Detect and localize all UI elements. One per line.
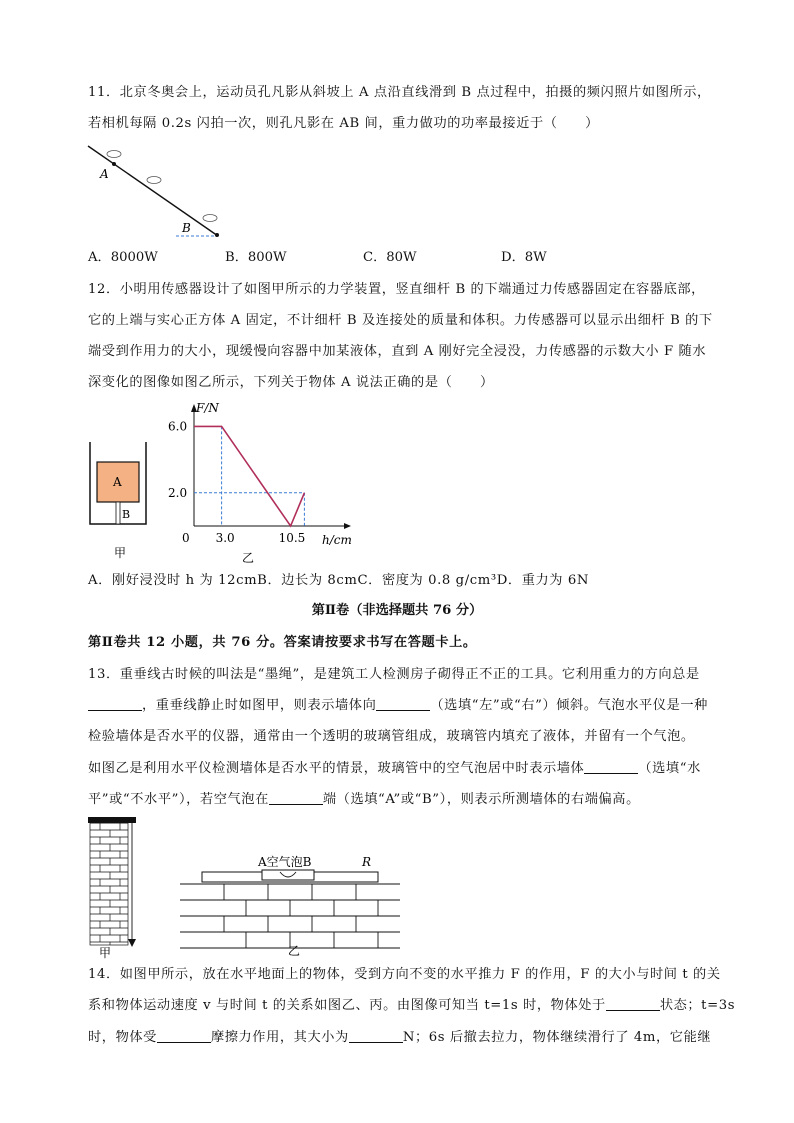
q11-label-b: B	[182, 221, 191, 235]
q11-line-2: 若相机每隔 0.2s 闪拍一次，则孔凡影在 AB 间，重力做功的功率最接近于（ ）	[88, 116, 599, 131]
q13-yi-caption: 乙	[288, 944, 301, 958]
chart-caption: 乙	[242, 551, 255, 565]
y-axis-label: F/N	[196, 401, 219, 415]
q14-line-3: 时，物体受 摩擦力作用，其大小为 N；6s 后撤去拉力，物体继续滑行了 4m，它能继	[88, 1030, 712, 1045]
q14-blank-2[interactable]	[157, 1029, 211, 1043]
x-tick-label: 10.5	[278, 531, 306, 545]
x-axis-arrow	[344, 523, 351, 529]
q13-line-1: 13．重垂线古时候的叫法是“墨绳”，是建筑工人检测房子砌得正不正的工具。它利用重力的方向总是	[88, 667, 700, 682]
q13-line-2: ，重垂线静止时如图甲，则表示墙体向 （选填“左”或“右”）倾斜。气泡水平仪是一种	[88, 697, 708, 715]
q13-blank-2[interactable]	[376, 697, 430, 711]
x-tick-label: 0	[182, 531, 190, 545]
q13-line-3: 检验墙体是否水平的仪器，通常由一个透明的玻璃管组成，玻璃管内填充了液体，并留有一个气泡。	[88, 729, 695, 744]
rod-b	[116, 502, 120, 524]
skier-icon	[107, 151, 217, 222]
q11-label-a: A	[100, 167, 109, 181]
q13-blank-1[interactable]	[88, 697, 142, 711]
section-2-title: 第Ⅱ卷（非选择题共 76 分）	[311, 603, 483, 618]
q13-jia-caption: 甲	[99, 946, 112, 960]
x-axis-label: h/cm	[322, 533, 352, 547]
q14-line-1: 14．如图甲所示，放在水平地面上的物体，受到方向不变的水平推力 F 的作用，F 的大小与时间 t 的关	[88, 967, 721, 982]
q13-level-label: A空气泡B	[258, 855, 312, 869]
q13-line-5: 平”或“不水平”），若空气泡在 端（选填“A”或“B”），则表示所测墙体的右端偏高。	[88, 792, 640, 807]
q12-line-3: 端受到作用力的大小，现缓慢向容器中加某液体，直到 A 刚好完全浸没，力传感器的示数大小 F 随水	[88, 344, 707, 359]
q12-force-chart	[166, 398, 366, 573]
q13-blank-4[interactable]	[269, 791, 323, 805]
q11-option-b[interactable]: B．800W	[225, 250, 287, 265]
q14-blank-3[interactable]	[349, 1029, 403, 1043]
q11-slope-figure	[86, 142, 236, 242]
q13-line-4: 如图乙是利用水平仪检测墙体是否水平的情景，玻璃管中的空气泡居中时表示墙体 （选填“水	[88, 761, 701, 776]
q11-option-a[interactable]: A．8000W	[88, 250, 158, 265]
q12-options: A．刚好浸没时 h 为 12cmB．边长为 8cmC．密度为 0.8 g/cm³D．重力为 6N	[88, 573, 589, 588]
q11-line-1: 11．北京冬奥会上，运动员孔凡影从斜坡上 A 点沿直线滑到 B 点过程中，拍摄的频闪照片如图所示，	[88, 85, 711, 100]
q11-option-d[interactable]: D．8W	[501, 250, 547, 265]
section-2-note: 第Ⅱ卷共 12 小题，共 76 分。答案请按要求书写在答题卡上。	[88, 635, 477, 650]
y-tick-label: 6.0	[168, 419, 188, 434]
q11-option-c[interactable]: C．80W	[363, 250, 417, 265]
q14-blank-1[interactable]	[606, 997, 660, 1011]
q12-rod-label: B	[122, 508, 131, 521]
q12-line-1: 12．小明用传感器设计了如图甲所示的力学装置，竖直细杆 B 的下端通过力传感器固定在容器底部，	[88, 282, 705, 297]
q13-blank-3[interactable]	[584, 760, 638, 774]
q13-level-figure	[176, 852, 416, 960]
q12-jia-caption: 甲	[114, 546, 127, 560]
y-tick-label: 2.0	[168, 485, 188, 500]
series-line-f	[194, 426, 304, 526]
q12-line-2: 它的上端与实心正方体 A 固定，不计细杆 B 及连接处的质量和体积。力传感器可以显示出细杆 B 的下	[88, 313, 713, 328]
q13-wall-figure	[86, 815, 140, 960]
q12-cube-label: A	[113, 475, 122, 489]
x-tick-label: 3.0	[215, 531, 235, 545]
q12-line-4: 深变化的图像如图乙所示，下列关于物体 A 说法正确的是（ ）	[88, 375, 494, 390]
q14-line-2: 系和物体运动速度 v 与时间 t 的关系如图乙、丙。由图像可知当 t=1s 时，物体处于 状态；t=3s	[88, 998, 736, 1013]
q12-container-figure	[86, 440, 156, 565]
q13-level-r: R	[362, 855, 372, 869]
